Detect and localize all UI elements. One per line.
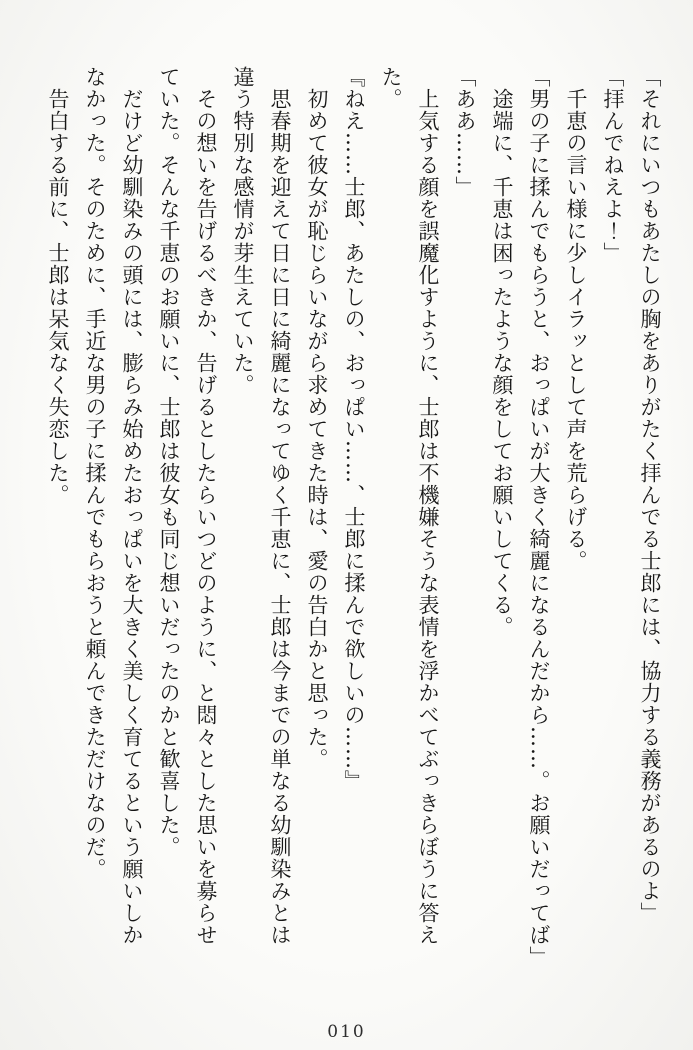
text-column-17: 告白する前に、士郎は呆気なく失恋した。 xyxy=(46,88,70,506)
text-column-2: 「拝んでねえよ！」 xyxy=(601,66,625,264)
text-column-5: 途端に、千恵は困ったような顔をしてお願いしてくる。 xyxy=(490,88,514,638)
text-column-7: 上気する顔を誤魔化すように、士郎は不機嫌そうな表情を浮かべてぶっきらぼうに答え xyxy=(416,88,440,946)
text-column-1: 「それにいつもあたしの胸をありがたく拝んでる士郎には、協力する義務があるのよ」 xyxy=(638,66,662,924)
text-column-12: 違う特別な感情が芽生えていた。 xyxy=(231,66,255,396)
text-column-14: ていた。そんな千恵のお願いに、士郎は彼女も同じ想いだったのかと歓喜した。 xyxy=(157,66,181,858)
text-column-3: 千恵の言い様に少しイラッとして声を荒らげる。 xyxy=(564,88,588,572)
page-number: 010 xyxy=(327,1022,366,1042)
text-column-9: 『ねえ……士郎、あたしの、おっぱい……、士郎に揉んで欲しいの……』 xyxy=(342,66,366,792)
vertical-text-block xyxy=(39,66,668,986)
text-column-6: 「ああ……」 xyxy=(453,66,477,198)
text-column-16: なかった。そのために、手近な男の子に揉んでもらおうと頼んできただけなのだ。 xyxy=(83,66,107,880)
text-column-8: た。 xyxy=(379,66,403,110)
text-column-15: だけど幼馴染みの頭には、膨らみ始めたおっぱいを大きく美しく育てるという願いしか xyxy=(120,88,144,946)
text-column-11: 思春期を迎えて日に日に綺麗になってゆく千恵に、士郎は今までの単なる幼馴染みとは xyxy=(268,88,292,946)
text-column-13: その想いを告げるべきか、告げるとしたらいつどのように、と悶々とした思いを募らせ xyxy=(194,88,218,946)
text-column-10: 初めて彼女が恥じらいながら求めてきた時は、愛の告白かと思った。 xyxy=(305,88,329,770)
text-column-4: 「男の子に揉んでもらうと、おっぱいが大きく綺麗になるんだから……。お願いだってば」 xyxy=(527,66,551,968)
